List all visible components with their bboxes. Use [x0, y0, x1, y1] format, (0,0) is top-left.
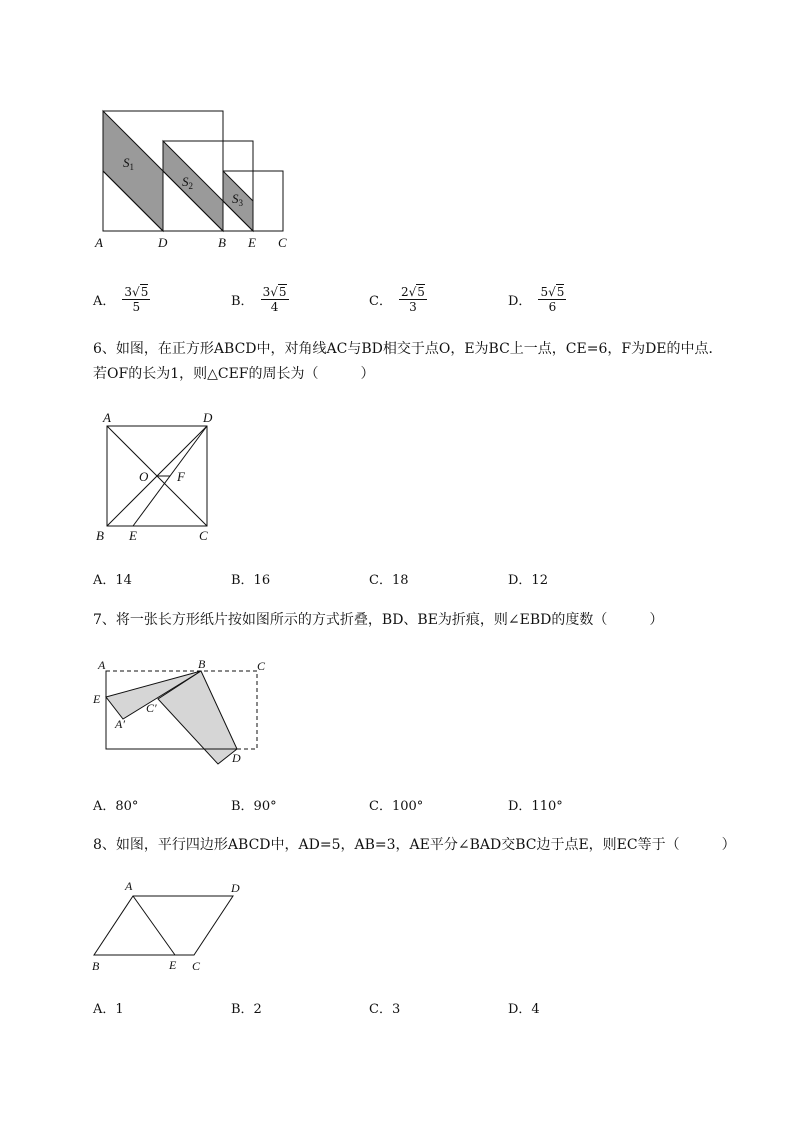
q6-label-b: B: [96, 528, 104, 543]
q7-option-d[interactable]: D．110°: [508, 799, 563, 814]
q8-option-a[interactable]: A．1: [93, 1002, 124, 1017]
q6-text: 6、如图，在正方形ABCD中，对角线AC与BD相交于点O，E为BC上一点，CE=6，F为DE的中点．若OF的长为1，则△CEF的周长为（ ）: [93, 341, 723, 382]
q5-figure: [90, 105, 320, 255]
q8-option-d[interactable]: D．4: [508, 1002, 540, 1017]
q5-option-a[interactable]: [93, 285, 150, 314]
q6-label-e: E: [129, 528, 137, 543]
q7-text: 7、将一张长方形纸片按如图所示的方式折叠，BD、BE为折痕，则∠EBD的度数（ ）: [93, 612, 664, 628]
q8-figure-shapes: [94, 896, 233, 955]
q7-option-c[interactable]: C．100°: [369, 799, 424, 814]
fraction: $\frac{2√5}{3}$: [400, 285, 425, 314]
q8-label-b: B: [92, 959, 100, 973]
q8-figure: [88, 876, 258, 976]
q7-label-b: B: [198, 657, 206, 671]
q8-label-c: C: [192, 959, 201, 973]
q6-label-f: F: [177, 469, 185, 484]
q6-figure: [92, 408, 227, 543]
q5-label-d: D: [158, 235, 168, 250]
q8-label-a: A: [125, 879, 133, 893]
q6-option-b[interactable]: B．16: [231, 573, 271, 588]
option-letter: A．: [93, 294, 116, 309]
q8-text: 8、如图，平行四边形ABCD中，AD=5，AB=3，AE平分∠BAD交BC边于点E，则EC等于（ ）: [93, 837, 736, 853]
fraction: $\frac{3√5}{4}$: [262, 285, 287, 314]
q8-label-d: D: [231, 881, 240, 895]
q5-option-c[interactable]: [369, 285, 427, 314]
q7-options: [93, 795, 693, 825]
q5-label-s3: $S_3$: [232, 191, 243, 208]
q8-options: [93, 998, 693, 1028]
q6-label-a: A: [103, 410, 111, 425]
q8-option-c[interactable]: C．3: [369, 1002, 401, 1017]
q7-label-e: E: [93, 692, 101, 706]
q5-label-c: C: [278, 235, 287, 250]
q5-option-d[interactable]: [508, 285, 566, 314]
q6-label-c: C: [199, 528, 208, 543]
q6-option-d[interactable]: D．12: [508, 573, 548, 588]
q6-option-a[interactable]: A．14: [93, 573, 132, 588]
option-letter: C．: [369, 294, 392, 309]
q7-label-a-prime: A′: [115, 717, 125, 731]
q7-option-b[interactable]: B．90°: [231, 799, 277, 814]
q5-label-s1: $S_1$: [123, 155, 134, 172]
fraction: $\frac{3√5}{5}$: [124, 285, 149, 314]
q6-option-c[interactable]: C．18: [369, 573, 409, 588]
q5-options: [93, 285, 693, 315]
q5-label-b: B: [218, 235, 226, 250]
q7-label-c-prime: C′: [146, 701, 157, 715]
q7-label-a: A: [98, 658, 106, 672]
q6-label-o: O: [139, 469, 149, 484]
q5-label-s2: $S_2$: [182, 174, 193, 191]
option-letter: B．: [231, 294, 254, 309]
q7-option-a[interactable]: A．80°: [93, 799, 139, 814]
fraction: $\frac{5√5}{6}$: [540, 285, 565, 314]
q8-option-b[interactable]: B．2: [231, 1002, 262, 1017]
q5-label-a: A: [95, 235, 103, 250]
q5-option-b[interactable]: [231, 285, 289, 314]
q6-options: [93, 569, 693, 599]
q6-figure-shapes: [107, 426, 207, 526]
option-letter: D．: [508, 294, 532, 309]
q8-label-e: E: [169, 958, 177, 972]
q6-label-d: D: [203, 410, 213, 425]
q7-figure: [90, 655, 280, 770]
q7-label-d: D: [232, 751, 241, 765]
q5-label-e: E: [248, 235, 256, 250]
q7-label-c: C: [257, 659, 266, 673]
